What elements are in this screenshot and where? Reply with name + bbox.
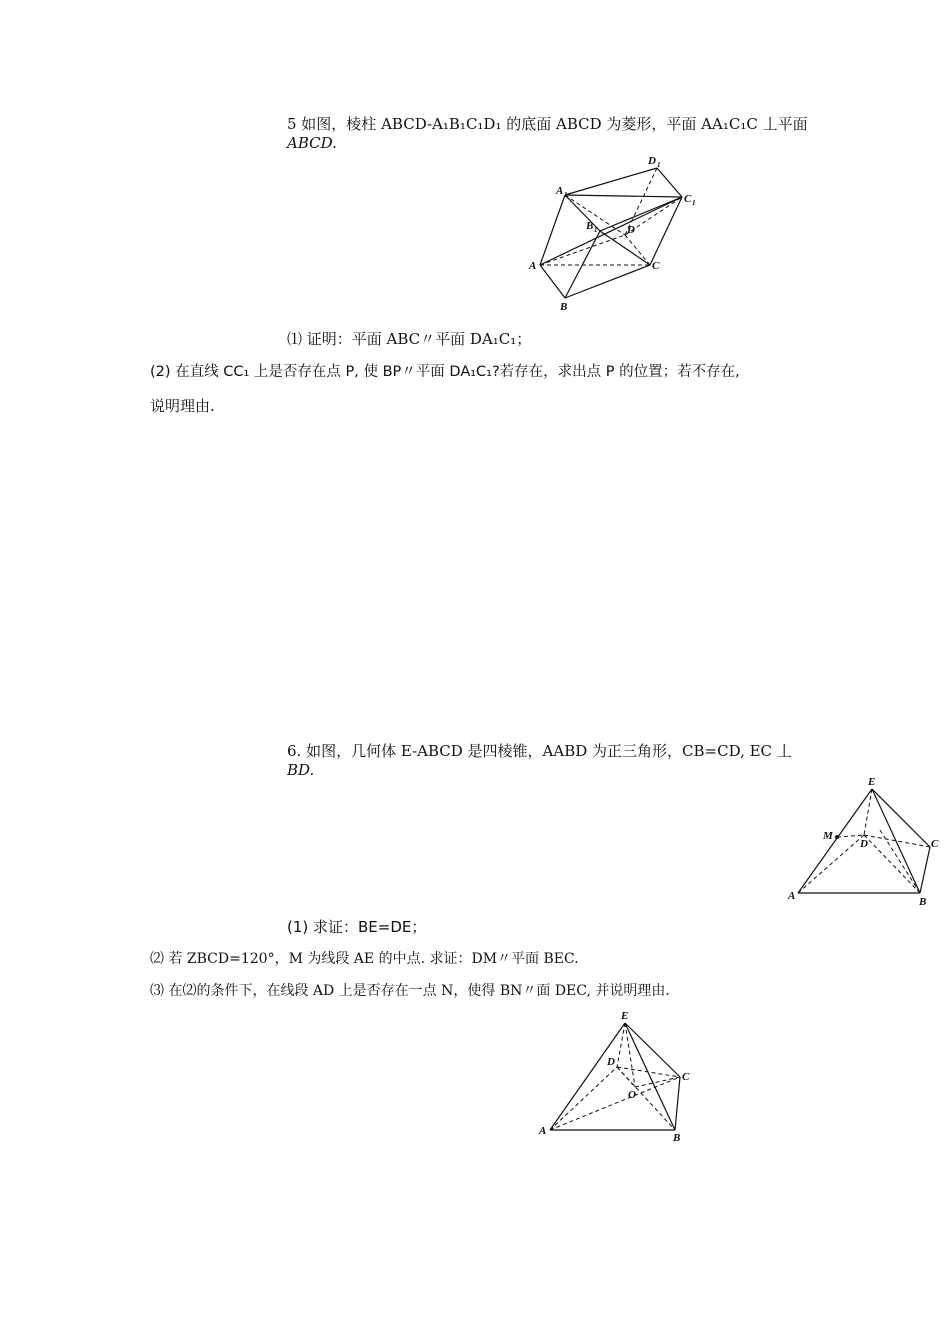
label-A: A xyxy=(529,260,537,272)
problem5-statement-line2: ABCD. xyxy=(287,134,337,152)
label-A: A xyxy=(539,1125,547,1137)
label-C1-sub: 1 xyxy=(692,199,696,207)
label-A1: A xyxy=(556,185,564,197)
label-C: C xyxy=(682,1071,690,1083)
label-D1-sub: 1 xyxy=(657,161,661,169)
label-A: A xyxy=(788,890,796,902)
pyramid-figure-1 xyxy=(780,775,945,910)
label-C: C xyxy=(652,260,660,272)
problem5-part2-line2: 说明理由. xyxy=(150,397,215,415)
problem6-part2: ⑵ 若 ZBCD=120°，M 为线段 AE 的中点. 求证：DM〃平面 BEC. xyxy=(150,951,579,967)
label-D: D xyxy=(607,1056,615,1068)
problem6-statement-line1: 6. 如图，几何体 E-ABCD 是四棱锥，AABD 为正三角形，CB=CD, EC 丄 xyxy=(287,742,792,760)
label-D1: D xyxy=(648,155,656,167)
label-M: M xyxy=(823,830,833,842)
problem6-statement-line2: BD. xyxy=(287,761,315,779)
label-E: E xyxy=(621,1010,629,1022)
label-A1-sub: 1 xyxy=(564,191,568,199)
label-B: B xyxy=(560,301,568,313)
problem5-statement-line1: 5 如图，棱柱 ABCD-A₁B₁C₁D₁ 的底面 ABCD 为菱形，平面 AA₁C₁C 丄平面 xyxy=(287,115,808,133)
label-C: C xyxy=(931,838,939,850)
pyramid-figure-2 xyxy=(535,1005,705,1145)
label-B: B xyxy=(673,1132,681,1144)
label-B1: B xyxy=(586,220,594,232)
label-O: O xyxy=(628,1089,636,1101)
prism-figure xyxy=(520,150,720,315)
problem5-part2-line1: (2) 在直线 CC₁ 上是否存在点 P, 使 BP〃平面 DA₁C₁?若存在，求出点 P 的位置；若不存在, xyxy=(150,364,740,380)
label-C1: C xyxy=(684,193,692,205)
label-B1-sub: 1 xyxy=(594,226,598,234)
label-E: E xyxy=(868,776,876,788)
problem6-part1: (1) 求证：BE=DE； xyxy=(287,918,427,936)
label-D: D xyxy=(627,224,635,236)
label-B: B xyxy=(919,896,927,908)
problem6-part3: ⑶ 在⑵的条件下，在线段 AD 上是否存在一点 N，使得 BN〃面 DEC, 并说明理由. xyxy=(150,983,670,999)
problem5-part1: ⑴ 证明：平面 ABC〃平面 DA₁C₁； xyxy=(287,330,532,348)
label-D: D xyxy=(860,838,868,850)
